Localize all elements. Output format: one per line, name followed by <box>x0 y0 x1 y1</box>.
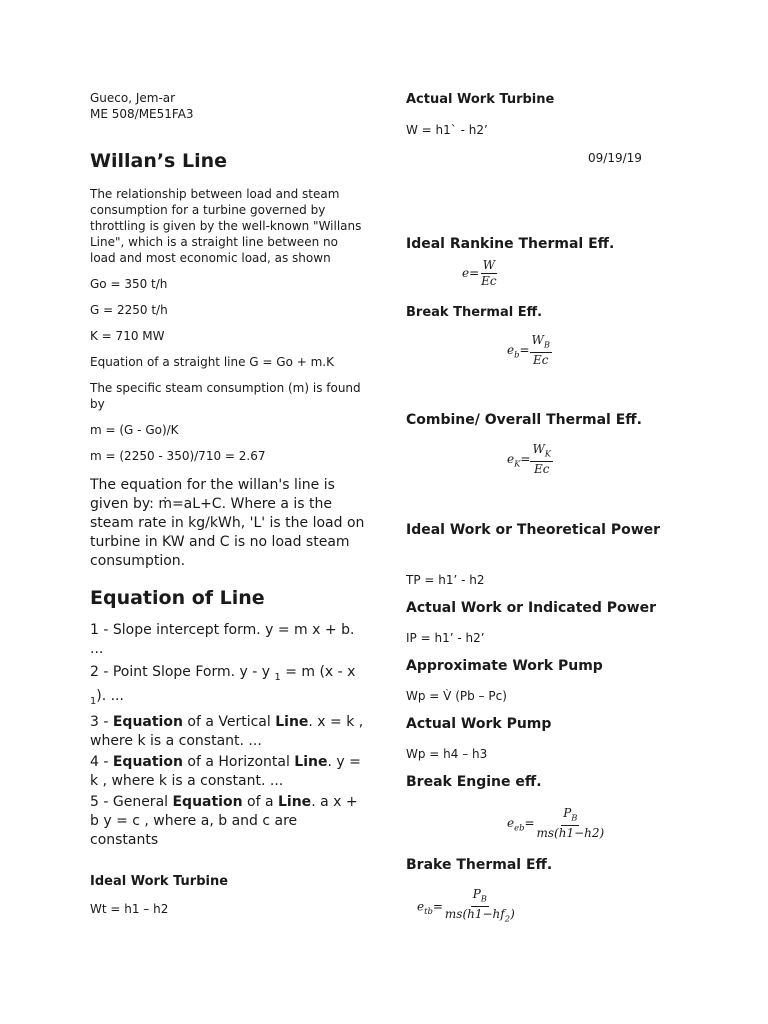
eol-item-3: 3 - Equation of a Vertical Line. x = k , where k is a constant. ... <box>90 713 364 749</box>
eol-item-2: 2 - Point Slope Form. y - y $_1$ = m (x - x $_1$). ... <box>90 664 356 707</box>
combine-overall-title: Combine/ Overall Thermal Eff. <box>406 412 642 428</box>
wp-actual-formula: Wp = h4 – h3 <box>406 747 488 761</box>
break-engine-formula: $e_{eb}=$ $\frac{P_B}{ms(h1-h2)}$ <box>507 806 605 841</box>
actual-work-pump-title: Actual Work Pump <box>406 716 552 732</box>
go-value: Go = 350 t/h <box>90 277 168 291</box>
ip-formula: IP = h1’ - h2’ <box>406 631 485 645</box>
ideal-rankine-title: Ideal Rankine Thermal Eff. <box>406 236 615 252</box>
willans-title: Willan’s Line <box>90 150 228 172</box>
tp-formula: TP = h1’ - h2 <box>406 573 485 587</box>
break-thermal-formula: $e_b=$ $\frac{W_B}{Ec}$ <box>507 333 551 368</box>
g-value: G = 2250 t/h <box>90 303 168 317</box>
break-thermal-title: Break Thermal Eff. <box>406 305 543 320</box>
combine-overall-formula: $e_K=$ $\frac{W_K}{Ec}$ <box>507 442 552 477</box>
date: 09/19/19 <box>588 151 642 165</box>
course-code: ME 508/ME51FA3 <box>90 107 194 121</box>
k-value: K = 710 MW <box>90 329 165 343</box>
willans-equation-text: The equation for the willan's line is given by: ṁ=aL+C. Where a is the steam rate in kg/kWh, 'L' is the load on turbine in KW and C is no load steam consumption. <box>90 477 365 569</box>
left-column <box>90 90 365 917</box>
m-value: m = (2250 - 350)/710 = 2.67 <box>90 449 266 463</box>
equation-of-line-title: Equation of Line <box>90 587 265 609</box>
m-formula: m = (G - Go)/K <box>90 423 179 437</box>
brake-thermal-formula: $e_{tb}=$ $\frac{P_B}{ms(h1-hf_2)}$ <box>417 887 515 924</box>
eol-item-1: 1 - Slope intercept form. y = m x + b. ... <box>90 622 355 657</box>
actual-work-indicated-title: Actual Work or Indicated Power <box>406 600 656 616</box>
eol-item-4: 4 - Equation of a Horizontal Line. y = k , where k is a constant. ... <box>90 753 361 789</box>
actual-work-turbine-formula: W = h1` - h2’ <box>406 123 488 137</box>
actual-work-turbine-title: Actual Work Turbine <box>406 92 555 107</box>
ideal-work-turbine-title: Ideal Work Turbine <box>90 873 229 889</box>
willans-intro: The relationship between load and steam consumption for a turbine governed by throttling is given by the well-known "Willans Line", which is a straight line between no load and most economic load, as shown <box>90 187 362 265</box>
specific-consumption-text: The specific steam consumption (m) is found by <box>90 381 361 411</box>
eol-item-5: 5 - General Equation of a Line. a x + b y = c , where a, b and c are constants <box>90 793 358 848</box>
straight-line-equation: Equation of a straight line G = Go + m.K <box>90 355 334 369</box>
author-name: Gueco, Jem-ar <box>90 91 176 105</box>
ideal-rankine-formula: e= $\frac{W}{Ec}$ <box>462 258 497 288</box>
wp-approx-formula: Wp = V̀ (Pb – Pc) <box>406 689 507 703</box>
ideal-work-theoretical-title: Ideal Work or Theoretical Power <box>406 522 661 538</box>
break-engine-title: Break Engine eff. <box>406 774 542 790</box>
brake-thermal-title: Brake Thermal Eff. <box>406 857 553 873</box>
ideal-work-turbine-formula: Wt = h1 – h2 <box>90 901 169 916</box>
approximate-work-pump-title: Approximate Work Pump <box>406 658 603 674</box>
